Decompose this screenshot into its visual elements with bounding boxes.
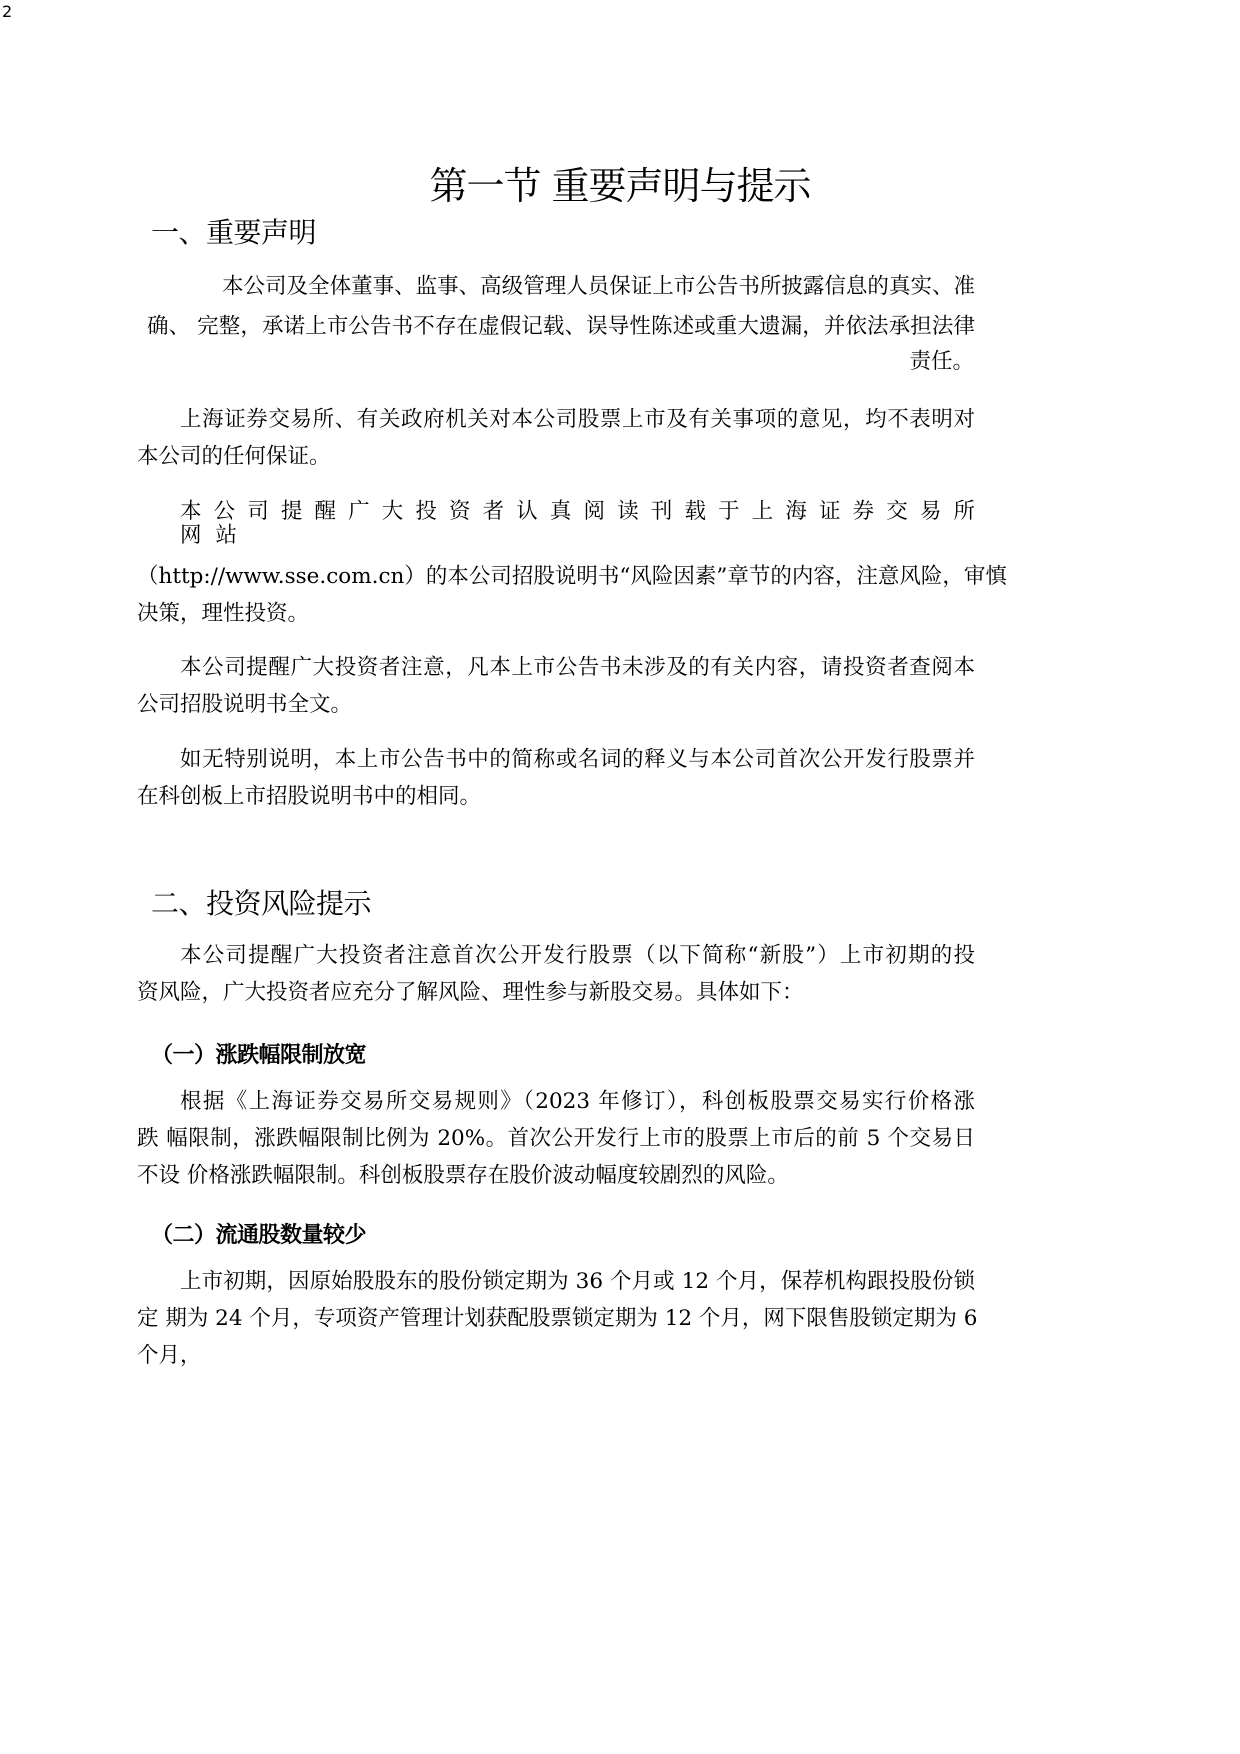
text-line: 不设 价格涨跌幅限制。科创板股票存在股价波动幅度较剧烈的风险。 <box>137 1163 789 1188</box>
text-line: 定 期为 24 个月，专项资产管理计划获配股票锁定期为 12 个月，网下限售股锁定期为 6 <box>137 1306 978 1331</box>
text-line: 上海证券交易所、有关政府机关对本公司股票上市及有关事项的意见，均不表明对 <box>180 407 975 432</box>
text-line: 上市初期，因原始股股东的股份锁定期为 36 个月或 12 个月，保荐机构跟投股份锁 <box>180 1269 975 1294</box>
text-line-with-link: （http://www.sse.com.cn）的本公司招股说明书“风险因素”章节的内容，注意风险，审慎 <box>137 564 1007 589</box>
subheading-price-limit: （一）涨跌幅限制放宽 <box>151 1043 367 1068</box>
text-line: 资风险，广大投资者应充分了解风险、理性参与新股交易。具体如下： <box>137 980 804 1005</box>
heading-important-statement: 一、重要声明 <box>151 216 317 249</box>
heading-investment-risk: 二、投资风险提示 <box>151 887 372 920</box>
text-line: 跌 幅限制，涨跌幅限制比例为 20%。首次公开发行上市的股票上市后的前 5 个交易日 <box>137 1126 975 1151</box>
text-line: 根据《上海证券交易所交易规则》（2023 年修订），科创板股票交易实行价格涨 <box>180 1089 975 1114</box>
section-title: 第一节 重要声明与提示 <box>429 164 811 208</box>
text-line: 本公司的任何保证。 <box>137 444 331 469</box>
text-line: 本公司及全体董事、监事、高级管理人员保证上市公告书所披露信息的真实、准 <box>222 274 975 299</box>
text-line: 在科创板上市招股说明书中的相同。 <box>137 784 482 809</box>
text-line: 决策，理性投资。 <box>137 601 310 626</box>
page-number: 2 <box>2 2 13 21</box>
text-line: 公司招股说明书全文。 <box>137 692 353 717</box>
text-line: 本公司提醒广大投资者注意首次公开发行股票（以下简称“新股”）上市初期的投 <box>180 943 975 968</box>
text-line: 如无特别说明，本上市公告书中的简称或名词的释义与本公司首次公开发行股票并 <box>180 747 975 772</box>
text-line: 本公司提醒广大投资者认真阅读刊载于上海证券交易所 <box>180 499 975 524</box>
text-line: 个月， <box>137 1343 202 1368</box>
text-line: 网站 <box>180 523 252 548</box>
text-line: 责任。 <box>909 349 974 374</box>
text-line: 确、 完整，承诺上市公告书不存在虚假记载、误导性陈述或重大遗漏，并依法承担法律 <box>147 314 975 339</box>
text-line: 本公司提醒广大投资者注意，凡本上市公告书未涉及的有关内容，请投资者查阅本 <box>180 655 975 680</box>
subheading-float-shares: （二）流通股数量较少 <box>151 1223 367 1248</box>
